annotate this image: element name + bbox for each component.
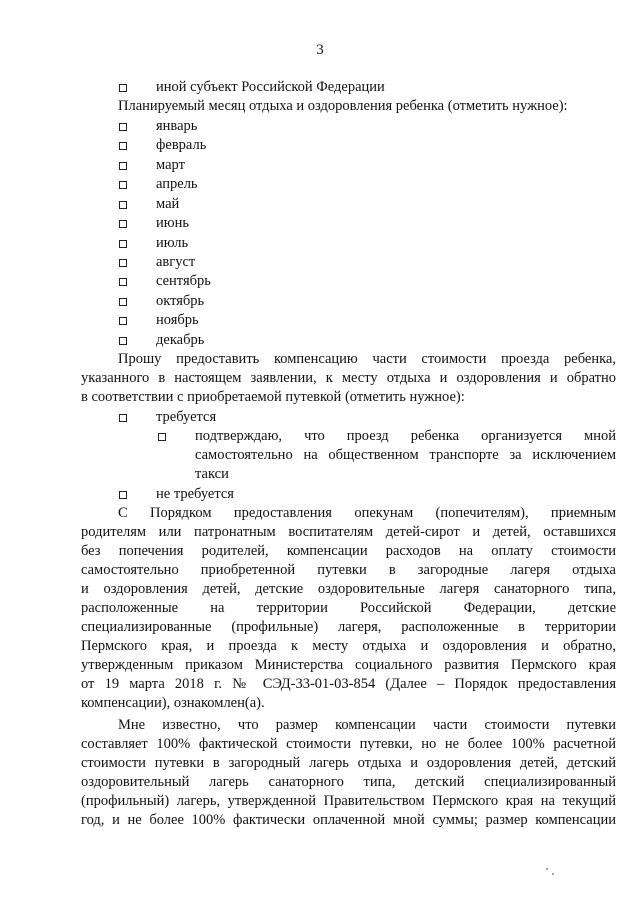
info-line-2: составляет 100% фактической стоимости путевки, но не более 100% расчетной — [81, 736, 616, 752]
option-not-required-label: не требуется — [156, 486, 234, 502]
checkbox-month-december[interactable] — [119, 337, 127, 345]
procedure-line-4: самостоятельно приобретенной путевки в загородные лагеря отдыха — [81, 562, 616, 578]
request-line-1: Прошу предоставить компенсацию части стоимости проезда ребенка, — [118, 351, 616, 367]
checkbox-other-subject[interactable] — [119, 84, 127, 92]
info-line-3: стоимости путевки в загородный лагерь отдыха и оздоровления детей, детский — [81, 755, 616, 771]
month-prompt: Планируемый месяц отдыха и оздоровления ребенка (отметить нужное): — [118, 98, 568, 114]
checkbox-month-january[interactable] — [119, 123, 127, 131]
procedure-line-3: без попечения родителей, компенсации расходов на оплату стоимости — [81, 543, 616, 559]
checkbox-confirm-self-travel[interactable] — [158, 433, 166, 441]
checkbox-month-february[interactable] — [119, 142, 127, 150]
month-label-september: сентябрь — [156, 273, 211, 289]
confirm-line-3: такси — [195, 466, 229, 482]
month-label-april: апрель — [156, 176, 198, 192]
month-label-july: июль — [156, 235, 189, 251]
option-required-label: требуется — [156, 409, 217, 425]
request-line-2: указанного в настоящем заявлении, к месту отдыха и оздоровления и обратно — [81, 370, 616, 386]
procedure-line-2: родителям или патронатным воспитателям детей-сирот и детей, оставшихся — [81, 524, 616, 540]
checkbox-month-september[interactable] — [119, 278, 127, 286]
checkbox-month-april[interactable] — [119, 181, 127, 189]
info-line-4: оздоровительный лагерь санаторного типа, детский специализированный — [81, 774, 616, 790]
checkbox-month-august[interactable] — [119, 259, 127, 267]
checkbox-month-march[interactable] — [119, 162, 127, 170]
checkbox-month-july[interactable] — [119, 240, 127, 248]
option-other-subject-label: иной субъект Российской Федерации — [156, 79, 385, 95]
month-label-january: январь — [156, 118, 198, 134]
checkbox-month-may[interactable] — [119, 201, 127, 209]
month-label-october: октябрь — [156, 293, 205, 309]
confirm-line-1: подтверждаю, что проезд ребенка организуется мной — [195, 428, 616, 444]
page-number: 3 — [316, 42, 324, 58]
checkbox-required[interactable] — [119, 414, 127, 422]
scan-speck — [552, 873, 554, 875]
info-line-1: Мне известно, что размер компенсации части стоимости путевки — [118, 717, 616, 733]
info-line-5: (профильный) лагерь, утвержденной Правительством Пермского края на текущий — [81, 793, 616, 809]
procedure-line-1: С Порядком предоставления опекунам (попечителям), приемным — [118, 505, 616, 521]
procedure-line-5: и оздоровления детей, детские оздоровительные лагеря санаторного типа, — [81, 581, 616, 597]
procedure-line-6: расположенные на территории Российской Федерации, детские — [81, 600, 616, 616]
month-label-june: июнь — [156, 215, 189, 231]
month-label-november: ноябрь — [156, 312, 199, 328]
procedure-line-9: утвержденным приказом Министерства социального развития Пермского края — [81, 657, 616, 673]
scan-speck — [546, 868, 548, 870]
month-label-december: декабрь — [156, 332, 205, 348]
request-line-3: в соответствии с приобретаемой путевкой (отметить нужное): — [81, 389, 465, 405]
procedure-line-8: Пермского края, и проезда к месту отдыха и оздоровления и обратно, — [81, 638, 616, 654]
month-label-february: февраль — [156, 137, 207, 153]
procedure-line-7: специализированные (профильные) лагеря, расположенные в территории — [81, 619, 616, 635]
month-label-march: март — [156, 157, 185, 173]
info-line-6: год, и не более 100% фактически оплаченной мной суммы; размер компенсации — [81, 812, 616, 828]
checkbox-month-june[interactable] — [119, 220, 127, 228]
procedure-line-10: от 19 марта 2018 г. № СЭД-33-01-03-854 (Далее – Порядок предоставления — [81, 676, 616, 692]
checkbox-month-november[interactable] — [119, 317, 127, 325]
month-label-august: август — [156, 254, 196, 270]
procedure-line-11: компенсации), ознакомлен(а). — [81, 695, 265, 711]
confirm-line-2: самостоятельно на общественном транспорте за исключением — [195, 447, 616, 463]
month-label-may: май — [156, 196, 180, 212]
checkbox-not-required[interactable] — [119, 491, 127, 499]
checkbox-month-october[interactable] — [119, 298, 127, 306]
